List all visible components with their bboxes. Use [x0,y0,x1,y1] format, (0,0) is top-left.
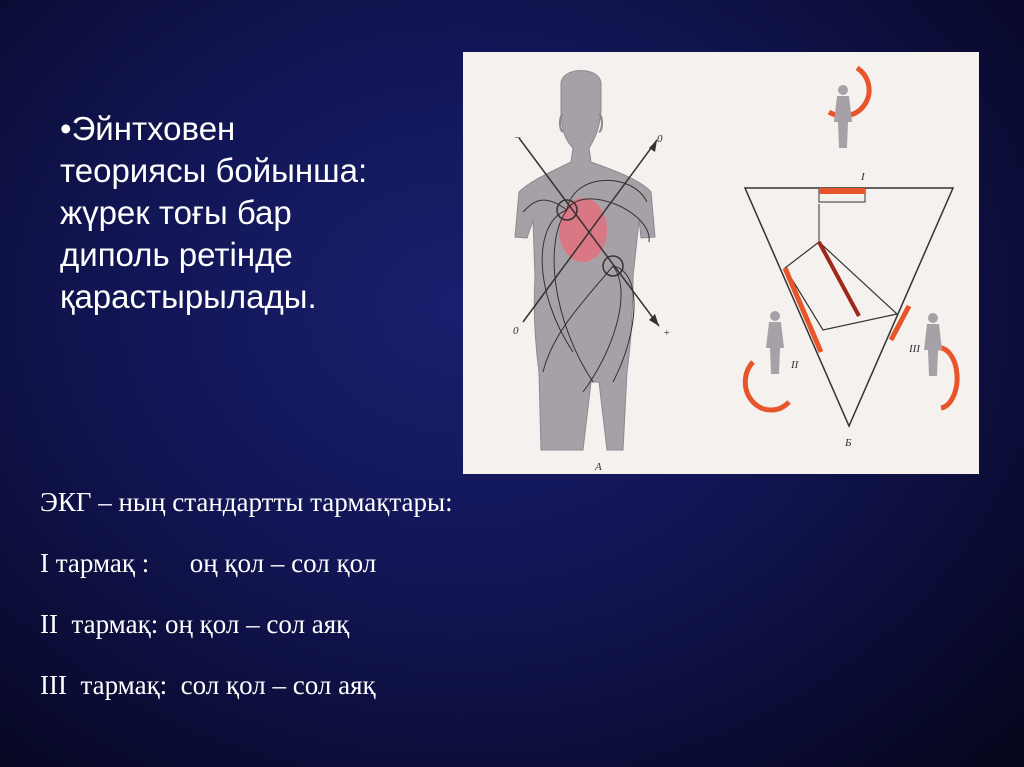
figure-right-arc [937,348,957,408]
lead-2-label: II [791,359,799,371]
ecg-leads [40,482,453,726]
bullet-marker: • [60,110,72,147]
bullet-line-1 [60,108,460,150]
figure-right [924,313,957,408]
figure-left-head [770,311,780,321]
zero-top-label: 0 [657,133,663,145]
plus-label: + [663,327,671,339]
figure-left-body [766,322,784,374]
bullet-line-5: қарастырылады. [60,278,317,315]
lead-2-bar [785,268,821,352]
lead-row-2: II тармақ: оң қол – сол аяқ [40,609,350,639]
figure-left [745,311,789,410]
zero-bottom-label: 0 [513,325,519,337]
einthoven-diagram [463,52,979,474]
bullet-line-3: жүрек тоғы бар [60,194,292,231]
heart-dipole [559,198,607,262]
torso-figure [513,71,670,474]
caption-b: Б [845,437,852,449]
vector-line [819,242,897,314]
lead-row-3: III тармақ: сол қол – сол аяқ [40,670,376,700]
bullet-line-1-text: Эйнтховен [71,110,236,147]
figure-top [829,68,869,148]
einthoven-figure [463,52,979,474]
figure-right-head [928,313,938,323]
triangle-outline [745,188,953,426]
lead-1-label: I [861,171,865,183]
lead-3-label: III [909,343,920,355]
leads-heading: ЭКГ – ның стандартты тармақтары: [40,487,453,517]
vector-bar [819,242,859,316]
bullet-line-4: диполь ретінде [60,236,293,273]
minus-label: – [515,131,521,143]
figure-right-body [924,324,942,376]
lead-1-bar [819,188,865,194]
figure-top-head [838,85,848,95]
lead-row-1: I тармақ : оң қол – сол қол [40,548,377,578]
bullet-text [60,108,460,318]
bullet-line-2: теориясы бойынша: [60,152,368,189]
caption-a: A [595,461,602,473]
figure-top-body [834,96,852,148]
figure-left-arc [745,362,789,410]
